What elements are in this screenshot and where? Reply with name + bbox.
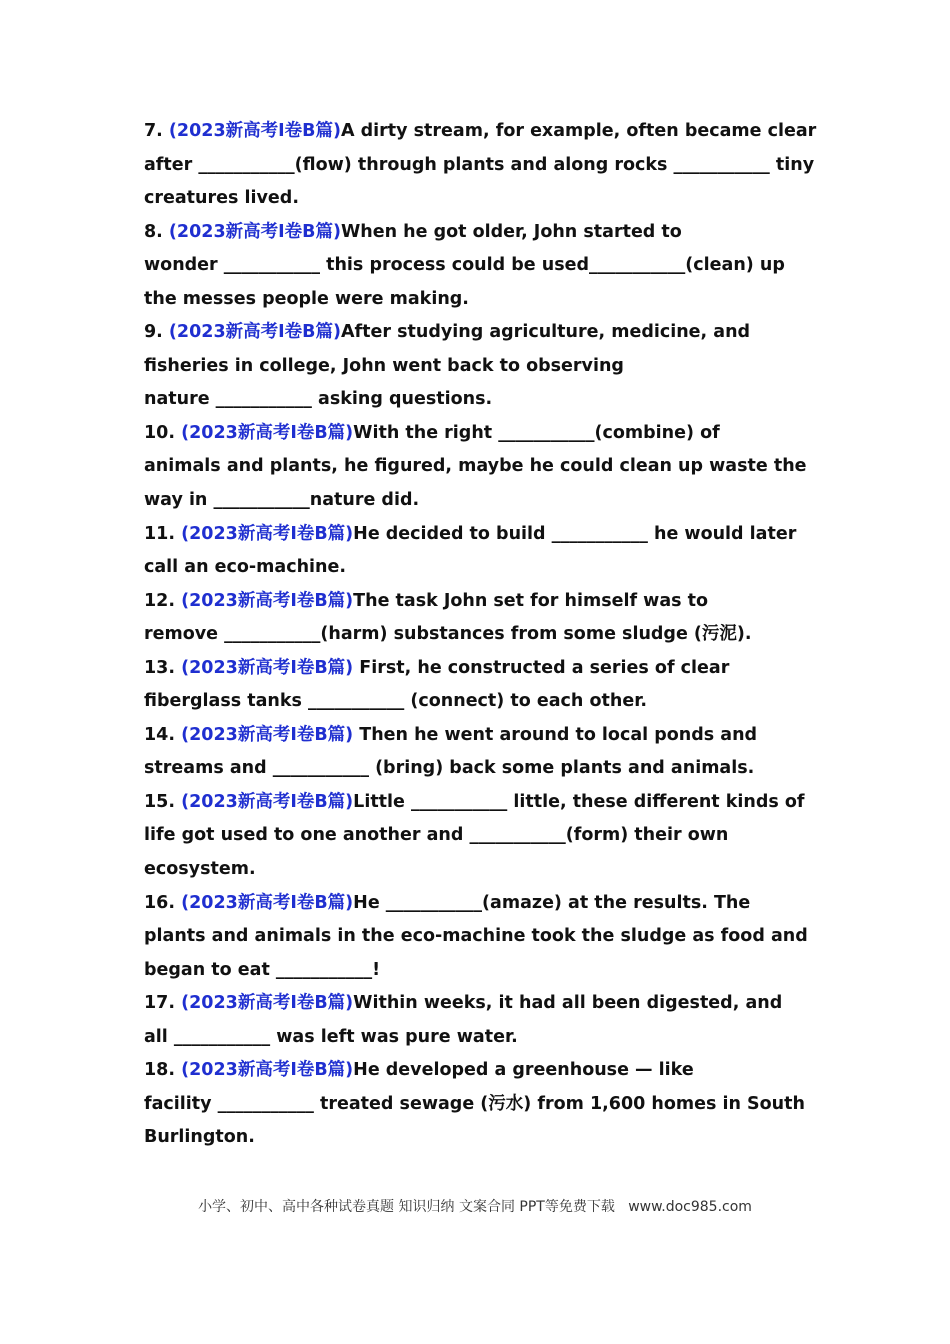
question-continuation-line bbox=[144, 618, 812, 652]
question-number: 18. bbox=[144, 1060, 176, 1081]
question-text: ecosystem. bbox=[144, 859, 256, 880]
question-number: 12. bbox=[144, 590, 176, 611]
question-continuation-line bbox=[144, 551, 812, 585]
question-continuation-line bbox=[144, 752, 812, 786]
question-first-line bbox=[144, 987, 812, 1021]
question-source-tag: (2023新高考I卷B篇) bbox=[168, 221, 341, 242]
question-item bbox=[144, 719, 812, 786]
question-number: 9. bbox=[144, 322, 163, 343]
question-source-tag: (2023新高考I卷B篇) bbox=[181, 724, 354, 745]
question-continuation-line bbox=[144, 450, 812, 484]
question-text: after ___________(flow) through plants and along rocks ___________ tiny bbox=[144, 154, 815, 175]
question-source-tag: (2023新高考I卷B篇) bbox=[181, 892, 354, 913]
question-continuation-line bbox=[144, 182, 812, 216]
question-source-tag: (2023新高考I卷B篇) bbox=[168, 322, 341, 343]
question-text: fiberglass tanks ___________ (connect) to each other. bbox=[144, 691, 647, 712]
question-item bbox=[144, 887, 812, 988]
question-text: call an eco-machine. bbox=[144, 557, 347, 578]
question-item bbox=[144, 417, 812, 518]
question-continuation-line bbox=[144, 685, 812, 719]
question-text: Little ___________ little, these different kinds of bbox=[353, 791, 805, 812]
question-first-line bbox=[144, 417, 812, 451]
question-text: plants and animals in the eco-machine took the sludge as food and bbox=[144, 926, 808, 947]
question-text: began to eat ___________! bbox=[144, 959, 381, 980]
question-text: streams and ___________ (bring) back some plants and animals. bbox=[144, 758, 755, 779]
question-continuation-line bbox=[144, 350, 812, 384]
question-continuation-line bbox=[144, 149, 815, 183]
question-source-tag: (2023新高考I卷B篇) bbox=[181, 1060, 354, 1081]
question-first-line bbox=[144, 585, 812, 619]
question-source-tag: (2023新高考I卷B篇) bbox=[181, 791, 354, 812]
question-continuation-line bbox=[144, 484, 812, 518]
question-number: 8. bbox=[144, 221, 163, 242]
question-continuation-line bbox=[144, 1021, 812, 1055]
question-text: fisheries in college, John went back to observing bbox=[144, 355, 624, 376]
question-item bbox=[144, 115, 817, 216]
question-text: He ___________(amaze) at the results. The bbox=[353, 892, 751, 913]
question-text: First, he constructed a series of clear bbox=[353, 657, 730, 678]
question-first-line bbox=[144, 1054, 812, 1088]
question-source-tag: (2023新高考I卷B篇) bbox=[181, 590, 354, 611]
question-item bbox=[144, 518, 812, 585]
question-continuation-line bbox=[144, 283, 812, 317]
question-text: life got used to one another and ___________(form) their own bbox=[144, 825, 729, 846]
question-source-tag: (2023新高考I卷B篇) bbox=[181, 523, 354, 544]
question-text: With the right ___________(combine) of bbox=[353, 422, 720, 443]
question-number: 17. bbox=[144, 993, 176, 1014]
question-text: He developed a greenhouse — like bbox=[353, 1060, 694, 1081]
question-text: creatures lived. bbox=[144, 188, 299, 209]
question-text: way in ___________nature did. bbox=[144, 490, 420, 511]
page-footer: 小学、初中、高中各种试卷真题 知识归纳 文案合同 PPT等免费下载 www.doc985.com bbox=[198, 1199, 752, 1215]
question-item bbox=[144, 652, 812, 719]
question-text: animals and plants, he figured, maybe he could clean up waste the bbox=[144, 456, 807, 477]
question-item bbox=[144, 216, 812, 317]
question-first-line bbox=[144, 518, 812, 552]
question-text: Burlington. bbox=[144, 1127, 255, 1148]
question-number: 15. bbox=[144, 791, 176, 812]
question-source-tag: (2023新高考I卷B篇) bbox=[181, 657, 354, 678]
question-continuation-line bbox=[144, 819, 812, 853]
question-item bbox=[144, 1054, 812, 1155]
question-text: Then he went around to local ponds and bbox=[353, 724, 758, 745]
question-number: 16. bbox=[144, 892, 176, 913]
question-first-line bbox=[144, 316, 812, 350]
question-number: 14. bbox=[144, 724, 176, 745]
question-first-line bbox=[144, 887, 812, 921]
question-first-line bbox=[144, 115, 817, 149]
question-continuation-line bbox=[144, 954, 812, 988]
question-text: remove ___________(harm) substances from some sludge (污泥). bbox=[144, 624, 752, 645]
question-number: 11. bbox=[144, 523, 176, 544]
question-text: wonder ___________ this process could be used___________(clean) up bbox=[144, 255, 785, 276]
document-body bbox=[144, 115, 817, 1155]
question-number: 10. bbox=[144, 422, 176, 443]
question-text: facility ___________ treated sewage (污水) from 1,600 homes in South bbox=[144, 1093, 805, 1114]
question-text: The task John set for himself was to bbox=[353, 590, 709, 611]
question-number: 13. bbox=[144, 657, 176, 678]
question-continuation-line bbox=[144, 920, 812, 954]
question-continuation-line bbox=[144, 853, 812, 887]
question-item bbox=[144, 585, 812, 652]
question-text: After studying agriculture, medicine, and bbox=[340, 322, 751, 343]
question-item bbox=[144, 786, 812, 887]
question-first-line bbox=[144, 216, 812, 250]
question-first-line bbox=[144, 786, 812, 820]
question-continuation-line bbox=[144, 249, 812, 283]
question-source-tag: (2023新高考I卷B篇) bbox=[181, 993, 354, 1014]
question-first-line bbox=[144, 652, 812, 686]
question-item bbox=[144, 316, 812, 417]
question-text: When he got older, John started to bbox=[340, 221, 682, 242]
question-item bbox=[144, 987, 812, 1054]
question-number: 7. bbox=[144, 121, 163, 141]
question-text: A dirty stream, for example, often became clear bbox=[340, 121, 817, 141]
question-source-tag: (2023新高考I卷B篇) bbox=[181, 422, 354, 443]
question-text: Within weeks, it had all been digested, and bbox=[353, 993, 783, 1014]
question-first-line bbox=[144, 719, 812, 753]
question-text: He decided to build ___________ he would later bbox=[353, 523, 797, 544]
question-continuation-line bbox=[144, 1121, 812, 1155]
question-text: all ___________ was left was pure water. bbox=[144, 1026, 518, 1047]
question-source-tag: (2023新高考I卷B篇) bbox=[168, 121, 341, 141]
question-text: nature ___________ asking questions. bbox=[144, 389, 493, 410]
question-continuation-line bbox=[144, 1088, 812, 1122]
question-text: the messes people were making. bbox=[144, 288, 469, 309]
question-continuation-line bbox=[144, 383, 812, 417]
